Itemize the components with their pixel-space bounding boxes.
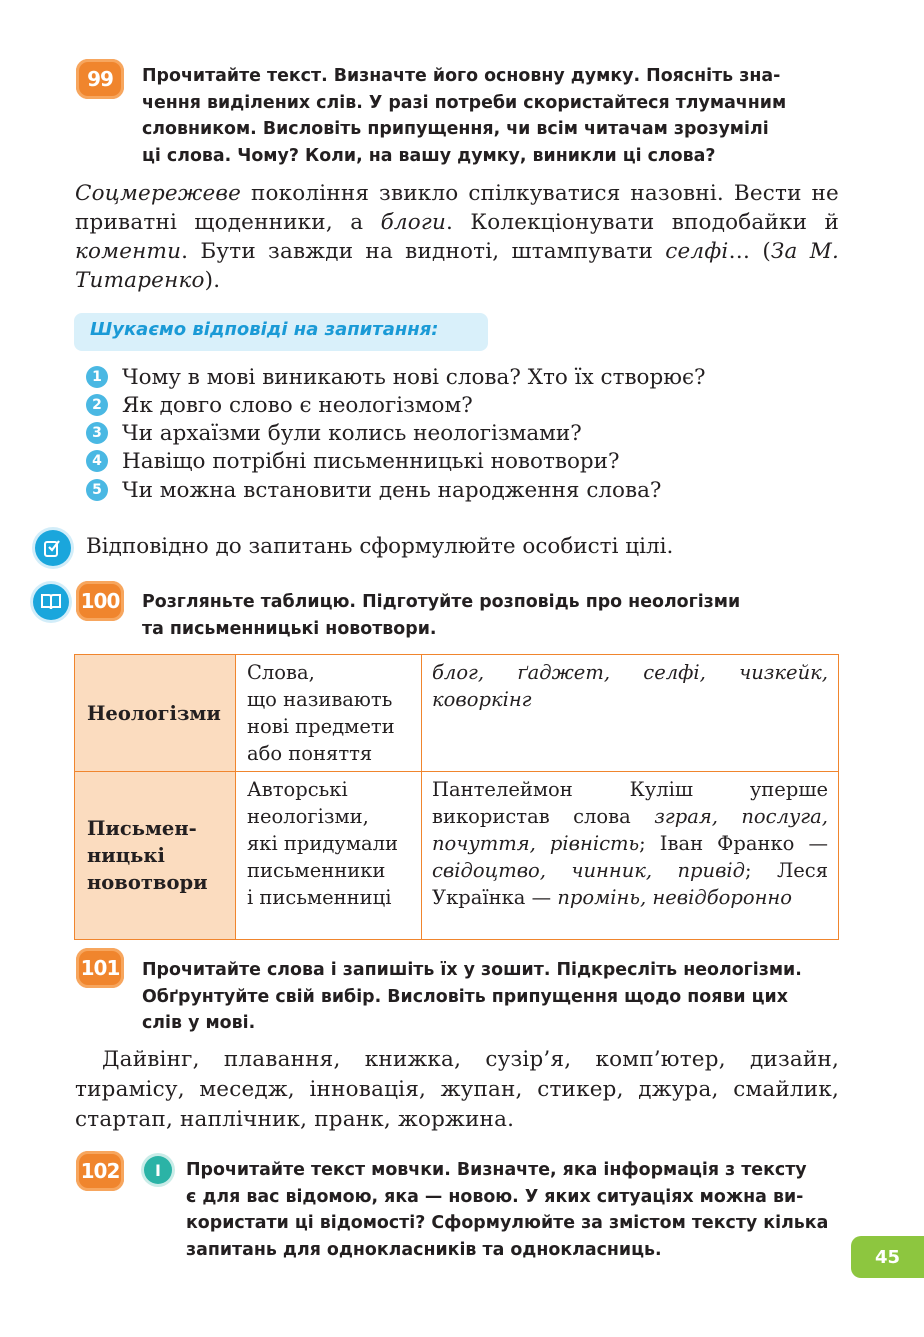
table-row [75,655,839,772]
examples-cell [422,655,839,772]
examples-cell [422,772,839,940]
text-fragment: Пантелеймон Куліш уперше використав слова [432,778,828,828]
questions-heading: Шукаємо відповіді на запитання: [90,319,439,340]
instruction-line: є для вас відомою, яка — новою. У яких ситуаціях можна ви- [186,1186,804,1207]
neologisms-table [74,654,839,940]
question-item [86,419,582,447]
example-words: зграя, послуга, почуття, рівність [432,805,828,855]
question-number: 5 [86,479,108,501]
highlighted-word: селфі [665,239,729,264]
instruction-line: Прочитайте слова і запишіть їх у зошит. Підкресліть неологізми. [142,960,802,980]
question-number: 4 [86,450,108,472]
text-fragment: . Бути завжди на видноті, штампувати [181,239,666,264]
task-100-instruction [142,589,839,642]
questions-heading-box [74,313,488,351]
instruction-line: слів у мові. [142,1013,256,1033]
page-number: 45 [851,1236,924,1278]
level-badge: I [144,1156,172,1184]
question-number: 2 [86,394,108,416]
question-text: Чи можна встановити день народження слова? [122,477,662,503]
text-fragment: покоління звикло спілкуватися назовні. Вести не приватні щоденники, а [75,181,839,235]
header-line: ницькі [87,844,165,867]
goal-icon [35,530,71,566]
header-line: Письмен- [87,817,197,840]
task-101-instruction [142,957,839,1037]
text-fragment: … ( [728,239,771,264]
table-row [75,772,839,940]
task-number-badge: 100 [76,581,124,621]
source-author: За М. Титаренко [75,239,839,293]
text-fragment: ; Леся Українка — [432,859,828,909]
task-102-instruction [186,1157,839,1263]
question-text: Як довго слово є неологізмом? [122,392,473,418]
definition-line: і письменниці [247,886,392,909]
definition-cell [236,655,422,772]
task-99-instruction [142,63,839,169]
definition-line: нові предмети [247,715,395,738]
highlighted-word: блоги [380,210,447,235]
text-fragment: . Колекціонувати вподобайки й [446,210,839,235]
question-item [86,447,620,475]
example-words: промінь, невідборонно [557,886,793,909]
instruction-line: Прочитайте текст. Визначте його основну думку. Поясніть зна- [142,66,781,86]
question-text: Навіщо потрібні письменницькі новотвори? [122,448,620,474]
question-number: 3 [86,422,108,444]
instruction-line: Прочитайте текст мовчки. Визначте, яка інформація з тексту [186,1160,807,1180]
instruction-line: користати ці відомості? Сформулюйте за змістом тексту кілька [186,1213,829,1233]
highlighted-word: коменти [75,239,182,264]
definition-cell [236,772,422,940]
reading-text [75,179,839,295]
question-item [86,363,706,391]
definition-line: що називають [247,688,393,711]
definition-line: письменники [247,859,386,882]
question-item [86,391,473,419]
examples-text: блог, ґаджет, селфі, чизкейк, коворкінг [432,661,828,711]
task-number-badge: 101 [76,948,124,988]
text-fragment: ). [204,268,221,293]
example-words: свідоцтво, чинник, привід [432,859,746,882]
instruction-line: та письменницькі новотвори. [142,618,437,639]
word-list: Дайвінг, плавання, книжка, сузір’я, комп’ютер, дизайн, тирамісу, меседж, інновація, жупан, стикер, джура, смайлик, стартап, наплічник, пранк, жоржина. [75,1047,839,1132]
instruction-line: Розгляньте таблицю. Підготуйте розповідь про неологізми [142,592,741,612]
highlighted-word: Соцмережеве [75,181,242,206]
definition-line: які придумали [247,832,399,855]
header-line: новотвори [87,871,208,894]
task-number-badge: 102 [76,1151,124,1191]
instruction-line: словником. Висловіть припущення, чи всім читачам зрозумілі [142,119,769,139]
question-item [86,476,661,504]
goals-text: Відповідно до запитань сформулюйте особисті цілі. [86,534,674,559]
question-text: Чому в мові виникають нові слова? Хто їх створює? [122,364,706,390]
definition-line: Авторські [247,778,348,801]
definition-line: або поняття [247,742,373,765]
instruction-line: чення виділених слів. У разі потреби скористайтеся тлумачним [142,92,787,113]
question-number: 1 [86,366,108,388]
row-header: Неологізми [75,655,236,772]
definition-line: Слова, [247,661,315,684]
book-icon [33,584,69,620]
text-fragment: ; Іван Франко — [639,832,828,855]
row-header [75,772,236,940]
instruction-line: запитань для однокласників та однокласниць. [186,1239,662,1260]
instruction-line: Обґрунтуйте свій вибір. Висловіть припущення щодо появи цих [142,986,788,1007]
instruction-line: ці слова. Чому? Коли, на вашу думку, виникли ці слова? [142,145,716,166]
question-text: Чи архаїзми були колись неологізмами? [122,420,582,446]
task-number-badge: 99 [76,59,124,99]
definition-line: неологізми, [247,805,369,828]
